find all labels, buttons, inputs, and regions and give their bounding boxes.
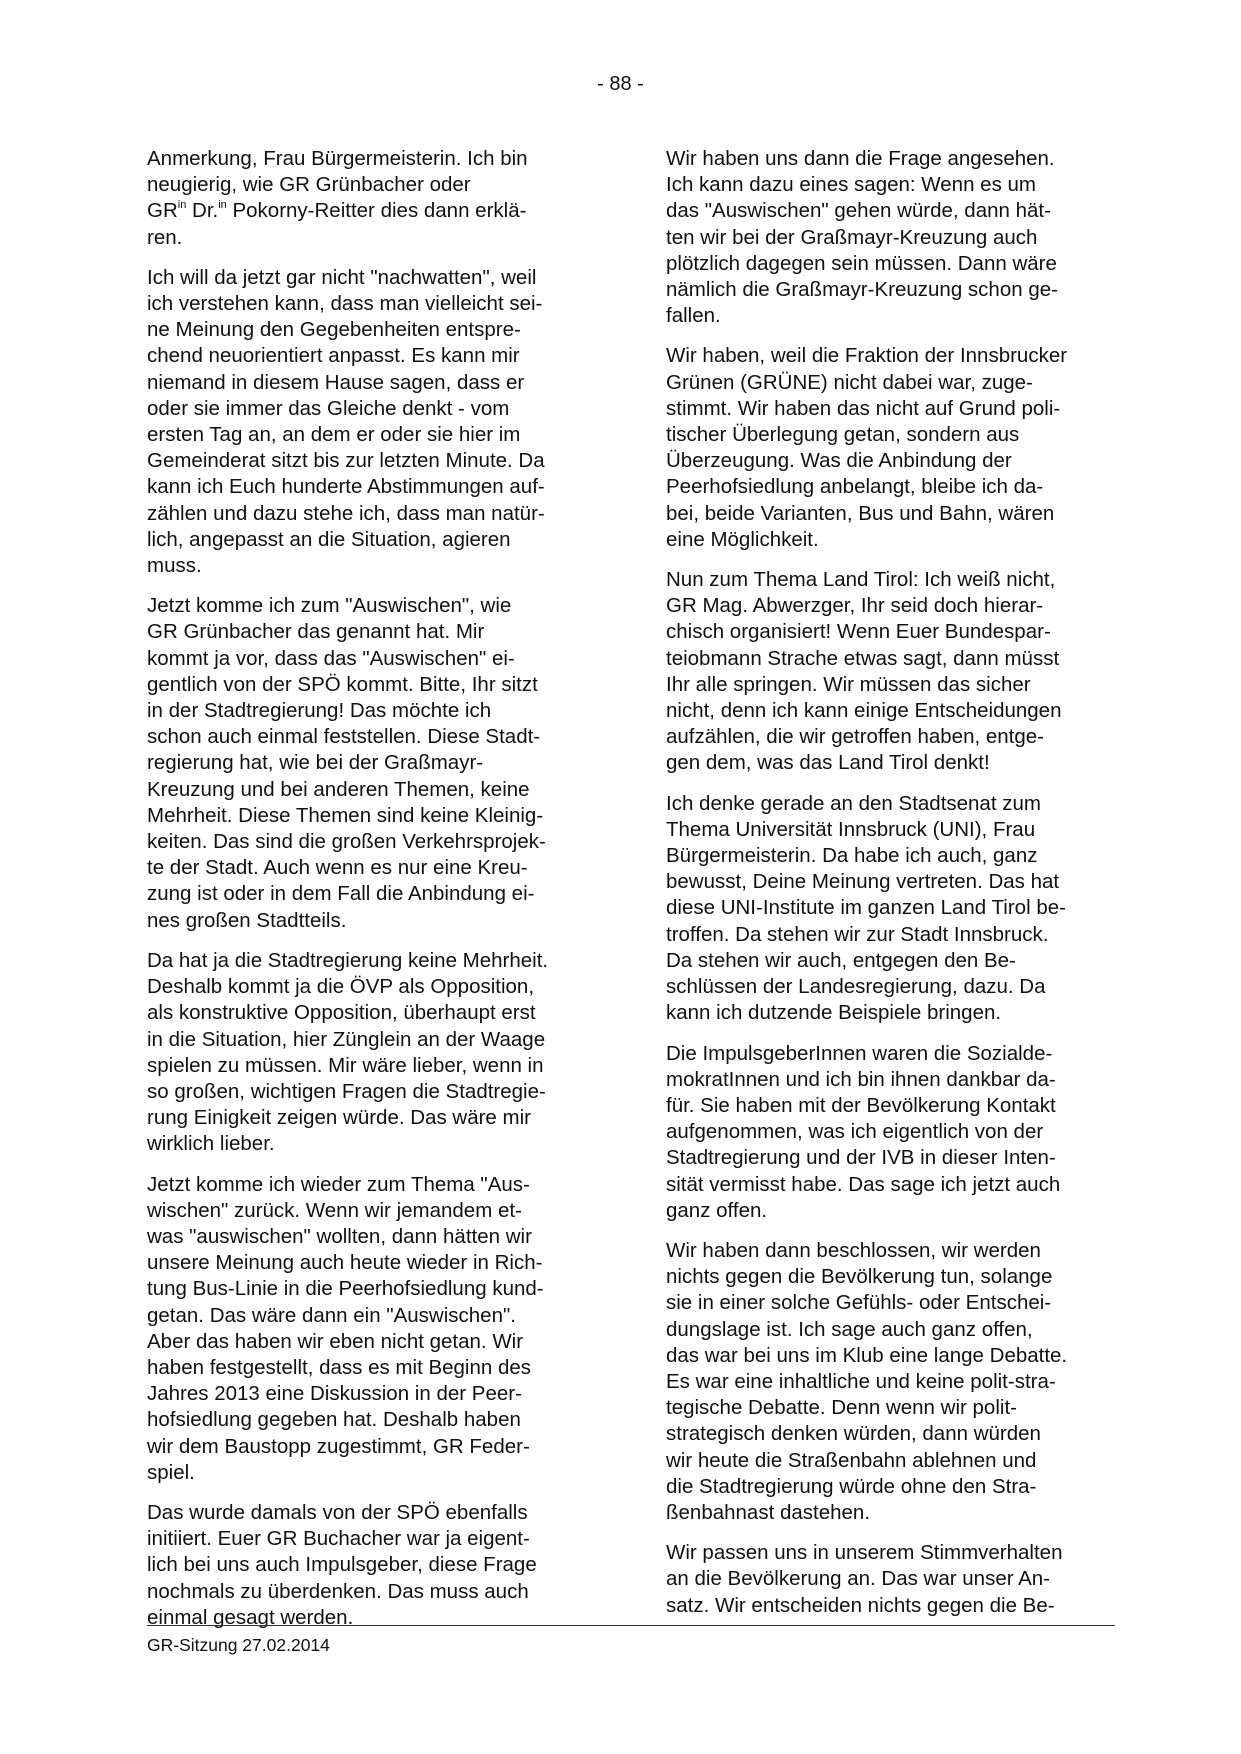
superscript: in — [177, 199, 187, 212]
paragraph-text: Dr. — [186, 199, 219, 223]
right-column — [666, 146, 1110, 1633]
paragraph-text: Anmerkung, Frau Bürgermeisterin. Ich bin neugierig, wie GR Grünbacher oder GR — [147, 147, 528, 223]
paragraph: Jetzt komme ich wieder zum Thema "Aus- wischen" zurück. Wenn wir jemandem et- was "auswischen" wollten, dann hätten wir unsere Meinung auch heute wieder in Rich- tung Bus-Linie in die Peerhofsiedlung kund- getan. Das wäre dann ein "Auswischen". Aber das haben wir eben nicht getan. Wir haben festgestellt, dass es mit Beginn des Jahres 2013 eine Diskussion in der Peer- hofsiedlung gegeben hat. Deshalb haben wir dem Baustopp zugestimmt, GR Feder- spiel. — [147, 1172, 544, 1484]
footer-session-date: GR-Sitzung 27.02.2014 — [147, 1635, 330, 1655]
superscript: in — [218, 199, 227, 212]
paragraph: Wir haben uns dann die Frage angesehen. Ich kann dazu eines sagen: Wenn es um das "Auswischen" gehen würde, dann hät- ten wir bei der Graßmayr-Kreuzung auch plötzlich dagegen sein müssen. Dann wäre nämlich die Graßmayr-Kreuzung schon ge- fallen. — [666, 147, 1058, 328]
paragraph: Nun zum Thema Land Tirol: Ich weiß nicht, GR Mag. Abwerzger, Ihr seid doch hierar- chisch organisiert! Wenn Euer Bundespar- teiobmann Strache etwas sagt, dann müsst Ihr alle springen. Wir müssen das sicher nicht, denn ich kann einige Entscheidungen aufzählen, die wir getroffen haben, entge- gen dem, was das Land Tirol denkt! — [666, 568, 1062, 775]
paragraph: Die ImpulsgeberInnen waren die Sozialde- mokratInnen und ich bin ihnen dankbar da- für. Sie haben mit der Bevölkerung Kontakt aufgenommen, was ich eigentlich von der Stadtregierung und der IVB in dieser Inten- sität vermisst habe. Das sage ich jetzt auch ganz offen. — [666, 1041, 1061, 1222]
paragraph: Wir haben, weil die Fraktion der Innsbrucker Grünen (GRÜNE) nicht dabei war, zuge- stimmt. Wir haben das nicht auf Grund poli- tischer Überlegung getan, sondern aus Überzeugung. Was die Anbindung der Peerhofsiedlung anbelangt, bleibe ich da- bei, beide Varianten, Bus und Bahn, wären eine Möglichkeit. — [666, 344, 1068, 551]
left-column — [147, 146, 591, 1645]
paragraph: Ich denke gerade an den Stadtsenat zum Thema Universität Innsbruck (UNI), Frau Bürgermeisterin. Da habe ich auch, ganz bewusst, Deine Meinung vertreten. Das hat diese UNI-Institute im ganzen Land Tirol be- troffen. Da stehen wir zur Stadt Innsbruck. Da stehen wir auch, entgegen den Be- schlüssen der Landesregierung, dazu. Da kann ich dutzende Beispiele bringen. — [666, 791, 1066, 1025]
footer-divider — [147, 1625, 1115, 1626]
paragraph: Jetzt komme ich zum "Auswischen", wie GR Grünbacher das genannt hat. Mir kommt ja vor, dass das "Auswischen" ei- gentlich von der SPÖ kommt. Bitte, Ihr sitzt in der Stadtregierung! Das möchte ich schon auch einmal feststellen. Diese Stadt- regierung hat, wie bei der Graßmayr- Kreuzung und bei anderen Themen, keine Mehrheit. Diese Themen sind keine Kleinig- keiten. Das sind die großen Verkehrsprojek- te der Stadt. Auch wenn es nur eine Kreu- zung ist oder in dem Fall die Anbindung ei- nes großen Stadtteils. — [147, 594, 546, 932]
paragraph: Da hat ja die Stadtregierung keine Mehrheit. Deshalb kommt ja die ÖVP als Opposition, als konstruktive Opposition, überhaupt erst in die Situation, hier Zünglein an der Waage spielen zu müssen. Mir wäre lieber, wenn in so großen, wichtigen Fragen die Stadtregie- rung Einigkeit zeigen würde. Das wäre mir wirklich lieber. — [147, 948, 549, 1156]
paragraph-text: Pokorny-Reitter dies dann erklä- ren. — [147, 199, 527, 249]
paragraph: Wir haben dann beschlossen, wir werden nichts gegen die Bevölkerung tun, solange sie in einer solche Gefühls- oder Entschei- dungslage ist. Ich sage auch ganz offen, das war bei uns im Klub eine lange Debatte. Es war eine inhaltliche und keine polit-stra- tegische Debatte. Denn wenn wir polit- strategisch denken würden, dann würden wir heute die Straßenbahn ablehnen und die Stadtregierung würde ohne den Stra- ßenbahnast dastehen. — [666, 1238, 1068, 1524]
paragraph: Das wurde damals von der SPÖ ebenfalls initiiert. Euer GR Buchacher war ja eigent- lich bei uns auch Impulsgeber, diese Frage nochmals zu überdenken. Das muss auch einmal gesagt werden. — [147, 1500, 537, 1629]
page-number: - 88 - — [597, 73, 644, 95]
paragraph: Wir passen uns in unserem Stimmverhalten an die Bevölkerung an. Das war unser An- satz. Wir entscheiden nichts gegen die Be- — [666, 1541, 1063, 1617]
paragraph — [147, 146, 591, 251]
paragraph: Ich will da jetzt gar nicht "nachwatten", weil ich verstehen kann, dass man vielleicht sei- ne Meinung den Gegebenheiten entspre- chend neuorientiert anpasst. Es kann mir niemand in diesem Hause sagen, dass er oder sie immer das Gleiche denkt - vom ersten Tag an, an dem er oder sie hier im Gemeinderat sitzt bis zur letzten Minute. Da kann ich Euch hunderte Abstimmungen auf- zählen und dazu stehe ich, dass man natür- lich, angepasst an die Situation, agieren muss. — [147, 265, 545, 578]
